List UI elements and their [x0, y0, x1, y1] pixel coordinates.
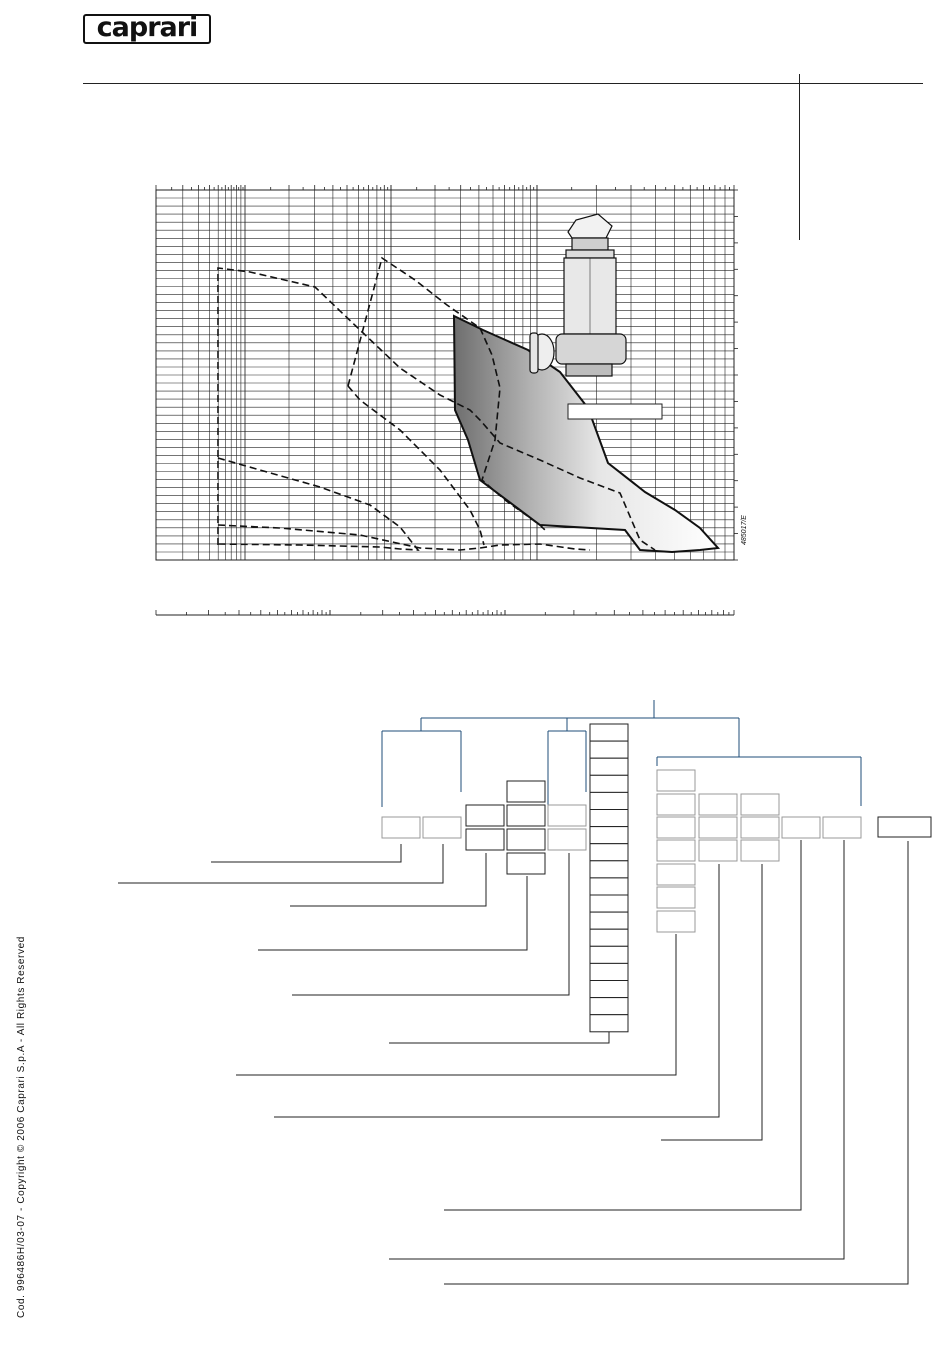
code-box-option-4 [657, 840, 695, 861]
code-leader-lines [118, 840, 908, 1284]
code-box-type [423, 817, 461, 838]
code-box-power [590, 981, 628, 998]
code-box-power [590, 946, 628, 963]
code-box-power [590, 912, 628, 929]
code-box-power [590, 810, 628, 827]
code-box-power [590, 895, 628, 912]
code-box-motor-3 [507, 829, 545, 850]
code-box-option-2 [657, 794, 695, 815]
code-box-poles-2 [699, 817, 737, 838]
code-box-voltage-2 [741, 817, 779, 838]
code-box-power [590, 844, 628, 861]
code-power-column [590, 724, 628, 1032]
code-box-option-3 [657, 817, 695, 838]
code-box-outlet-1 [466, 805, 504, 826]
chart-right-ticks [734, 190, 738, 560]
code-box-option-6 [657, 887, 695, 908]
code-box-power [590, 741, 628, 758]
code-box-power [590, 963, 628, 980]
code-box-voltage-3 [741, 840, 779, 861]
code-box-option-1 [657, 770, 695, 791]
code-box-motor-2 [507, 805, 545, 826]
code-box-power [590, 878, 628, 895]
code-box-version [823, 817, 861, 838]
code-box-outlet-2 [466, 829, 504, 850]
code-box-voltage-1 [741, 794, 779, 815]
code-box-power [590, 792, 628, 809]
code-box-motor-4 [507, 853, 545, 874]
code-box-frequency [782, 817, 820, 838]
code-box-option-7 [657, 911, 695, 932]
drawing-code: 485017/E [741, 515, 748, 545]
code-box-power [590, 1015, 628, 1032]
lower-scale-ticks [156, 610, 734, 615]
code-box-poles-1 [699, 794, 737, 815]
code-box-power [590, 724, 628, 741]
code-box-extra [878, 817, 931, 837]
footer-copyright: Cod. 996486H/03-07 - Copyright © 2006 Caprari S.p.A - All Rights Reserved [16, 936, 27, 1318]
code-box-power [590, 998, 628, 1015]
brand-name: caprari [96, 11, 198, 43]
code-box-impeller-2 [548, 829, 586, 850]
code-box-power [590, 861, 628, 878]
code-box-motor-1 [507, 781, 545, 802]
code-box-poles-3 [699, 840, 737, 861]
code-box-power [590, 827, 628, 844]
code-box-power [590, 775, 628, 792]
model-label-box [568, 404, 662, 419]
code-box-impeller [548, 805, 586, 826]
code-box-series [382, 817, 420, 838]
code-box-option-5 [657, 864, 695, 885]
curve-range-3 [218, 525, 590, 550]
chart-top-ticks [156, 185, 734, 190]
code-box-power [590, 929, 628, 946]
code-box-power [590, 758, 628, 775]
